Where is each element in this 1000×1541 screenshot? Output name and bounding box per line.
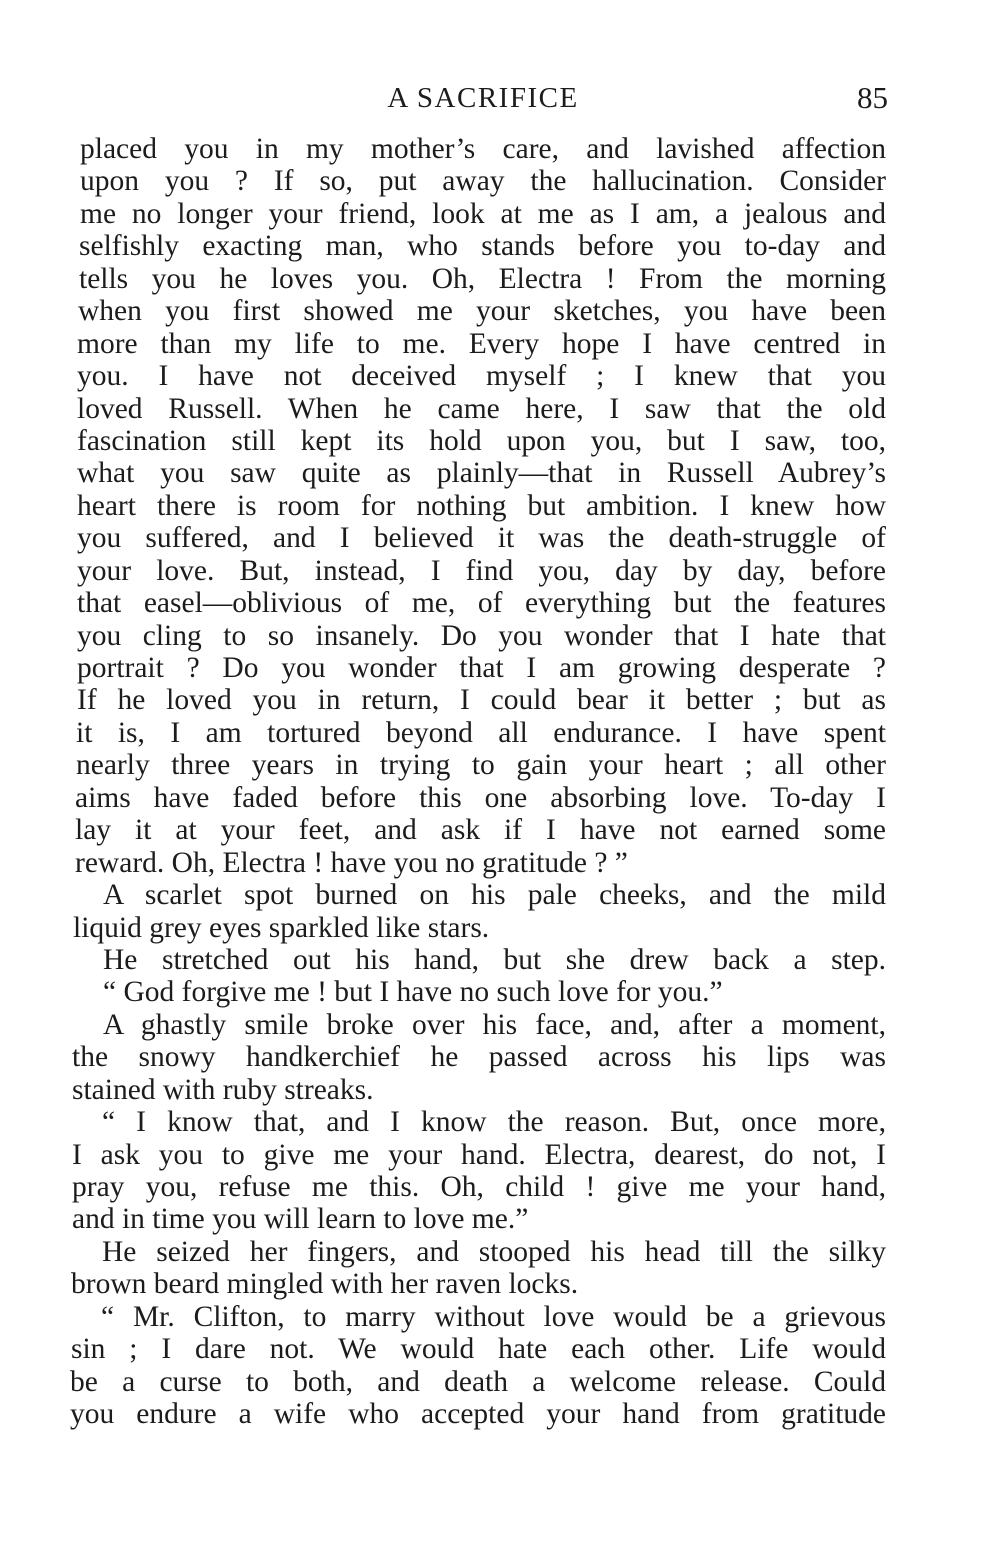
text-line: sin ; I dare not. We would hate each other. Life would <box>71 1333 886 1366</box>
text-line: I ask you to give me your hand. Electra, dearest, do not, I <box>72 1138 886 1171</box>
text-line: stained with ruby streaks. <box>72 1073 374 1106</box>
text-line: nearly three years in trying to gain your heart ; all other <box>76 749 886 782</box>
text-line: liquid grey eyes sparkled like stars. <box>73 911 490 944</box>
text-line: portrait ? Do you wonder that I am growing desperate ? <box>77 652 886 684</box>
text-line: loved Russell. When he came here, I saw that the old <box>77 392 886 425</box>
text-line: He seized her fingers, and stooped his head till the silky <box>102 1235 886 1268</box>
text-line: be a curse to both, and death a welcome release. Could <box>70 1365 886 1398</box>
text-line: it is, I am tortured beyond all endurance. I have spent <box>76 716 886 749</box>
text-line: fascination still kept its hold upon you, but I saw, too, <box>77 424 886 457</box>
text-line: A scarlet spot burned on his pale cheeks, and the mild <box>103 879 886 912</box>
text-line: If he loved you in return, I could bear it better ; but as <box>77 684 886 717</box>
text-line: “ God forgive me ! but I have no such love for you.” <box>103 976 723 1009</box>
page-number: 85 <box>857 80 888 115</box>
text-line: “ I know that, and I know the reason. But, once more, <box>102 1106 886 1139</box>
text-line: placed you in my mother’s care, and lavished affection <box>80 133 886 165</box>
text-line: A ghastly smile broke over his face, and, after a moment, <box>103 1008 886 1041</box>
text-line: tells you he loves you. Oh, Electra ! From the morning <box>79 262 886 295</box>
text-line: you. I have not deceived myself ; I knew that you <box>77 360 886 393</box>
text-line: you endure a wife who accepted your hand from gratitude <box>70 1398 886 1431</box>
text-line: you cling to so insanely. Do you wonder that I hate that <box>77 619 886 652</box>
running-title: A SACRIFICE <box>387 82 579 114</box>
text-line: me no longer your friend, look at me as I am, a jealous and <box>80 197 886 230</box>
text-line: “ Mr. Clifton, to marry without love would be a grievous <box>101 1300 886 1333</box>
text-line: pray you, refuse me this. Oh, child ! give me your hand, <box>72 1171 886 1203</box>
text-line: heart there is room for nothing but ambition. I knew how <box>77 489 886 522</box>
text-line: aims have faded before this one absorbing love. To-day I <box>75 781 886 814</box>
text-line: you suffered, and I believed it was the death-struggle of <box>77 522 886 555</box>
text-line: when you first showed me your sketches, you have been <box>78 295 886 328</box>
text-line: reward. Oh, Electra ! have you no gratitude ? ” <box>75 846 628 879</box>
text-line: upon you ? If so, put away the hallucination. Consider <box>80 165 886 198</box>
text-line: more than my life to me. Every hope I have centred in <box>77 327 886 360</box>
text-line: the snowy handkerchief he passed across his lips was <box>72 1041 886 1074</box>
text-line: and in time you will learn to love me.” <box>72 1203 529 1236</box>
text-line: He stretched out his hand, but she drew back a step. <box>103 943 886 976</box>
text-line: your love. But, instead, I find you, day by day, before <box>77 554 886 587</box>
text-line: what you saw quite as plainly—that in Russell Aubrey’s <box>77 457 886 490</box>
text-line: selfishly exacting man, who stands before you to-day and <box>79 230 886 263</box>
text-line: that easel—oblivious of me, of everything but the features <box>77 587 886 620</box>
text-line: brown beard mingled with her raven locks. <box>71 1268 579 1301</box>
running-head <box>0 78 1000 118</box>
body-text <box>70 133 886 1431</box>
text-line: lay it at your feet, and ask if I have not earned some <box>75 814 886 847</box>
